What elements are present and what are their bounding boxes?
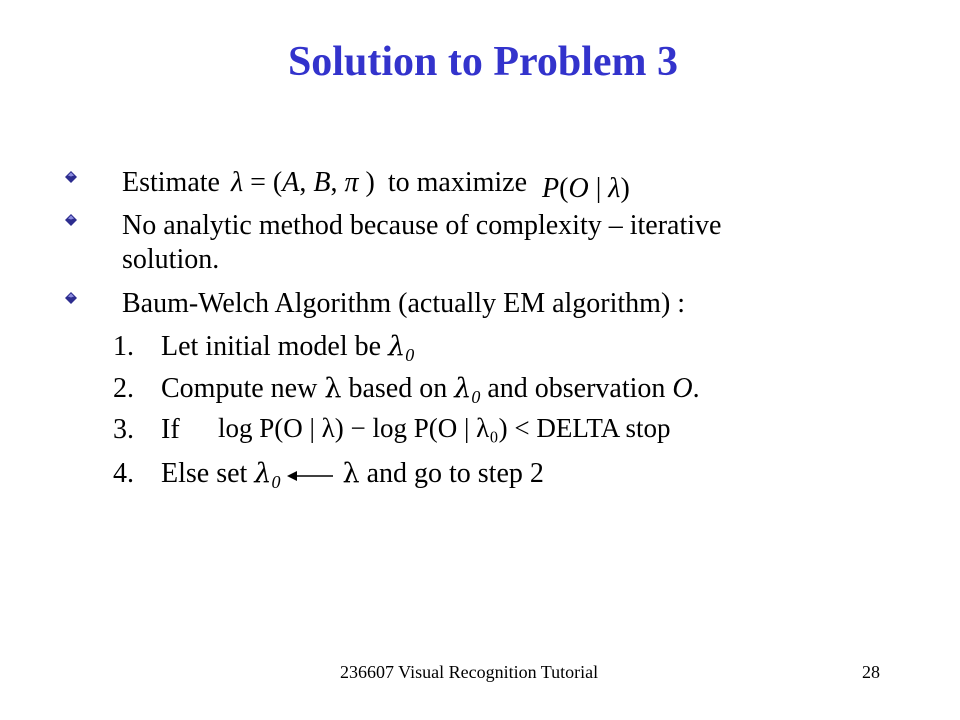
lambda-symbol: λ: [342, 458, 360, 489]
diamond-bullet-icon: [65, 214, 77, 226]
lambda-subscript: 0: [471, 387, 481, 407]
lambda-symbol: λ: [454, 373, 472, 404]
lambda-symbol: λ: [254, 458, 272, 489]
step-3-text: If: [161, 414, 180, 445]
step-2: [161, 372, 700, 406]
lambda-symbol: λ: [324, 373, 342, 404]
lambda-symbol: λ: [388, 331, 406, 362]
step-2-period: .: [692, 373, 700, 404]
objective-formula: P(O | λ): [542, 173, 630, 204]
lambda-formula: λ = (A, B, π ): [230, 167, 382, 198]
step-2-text-observation: and observation: [487, 373, 666, 404]
step-1-number: 1.: [113, 331, 134, 362]
bullet-3: Baum-Welch Algorithm (actually EM algorithm) :: [122, 288, 686, 319]
step-4-text-else: Else set: [161, 458, 248, 489]
step-2-text-compute: Compute new: [161, 373, 318, 404]
lambda-subscript: 0: [405, 345, 415, 365]
step-1: [161, 330, 414, 364]
footer-course: 236607 Visual Recognition Tutorial: [340, 662, 599, 682]
observation-symbol: O: [672, 373, 693, 404]
bullet-2-line-2: solution.: [122, 244, 220, 275]
step-3-number: 3.: [113, 414, 134, 445]
step-4-text-goto: and go to step 2: [366, 458, 544, 489]
step-2-text-based: based on: [348, 373, 448, 404]
lambda-subscript: 0: [271, 472, 281, 492]
diamond-bullet-icon: [65, 171, 77, 183]
slide-title: Solution to Problem 3: [287, 39, 679, 85]
step-4-number: 4.: [113, 458, 134, 489]
step-4: [161, 457, 544, 491]
stopping-criterion-formula: log P(O | λ) − log P(O | λ₀) < DELTA stop: [218, 413, 671, 443]
bullet-1: [122, 166, 630, 204]
bullet-1-text-maximize: to maximize: [387, 167, 528, 198]
bullet-2-line-1: No analytic method because of complexity – iterative: [122, 210, 722, 241]
page-number: 28: [862, 662, 880, 682]
step-1-text: Let initial model be: [161, 331, 382, 362]
bullet-1-text-estimate: Estimate: [122, 167, 220, 198]
left-arrow-icon: [287, 468, 335, 484]
step-2-number: 2.: [113, 373, 134, 404]
diamond-bullet-icon: [65, 292, 77, 304]
step-3: [161, 413, 180, 447]
